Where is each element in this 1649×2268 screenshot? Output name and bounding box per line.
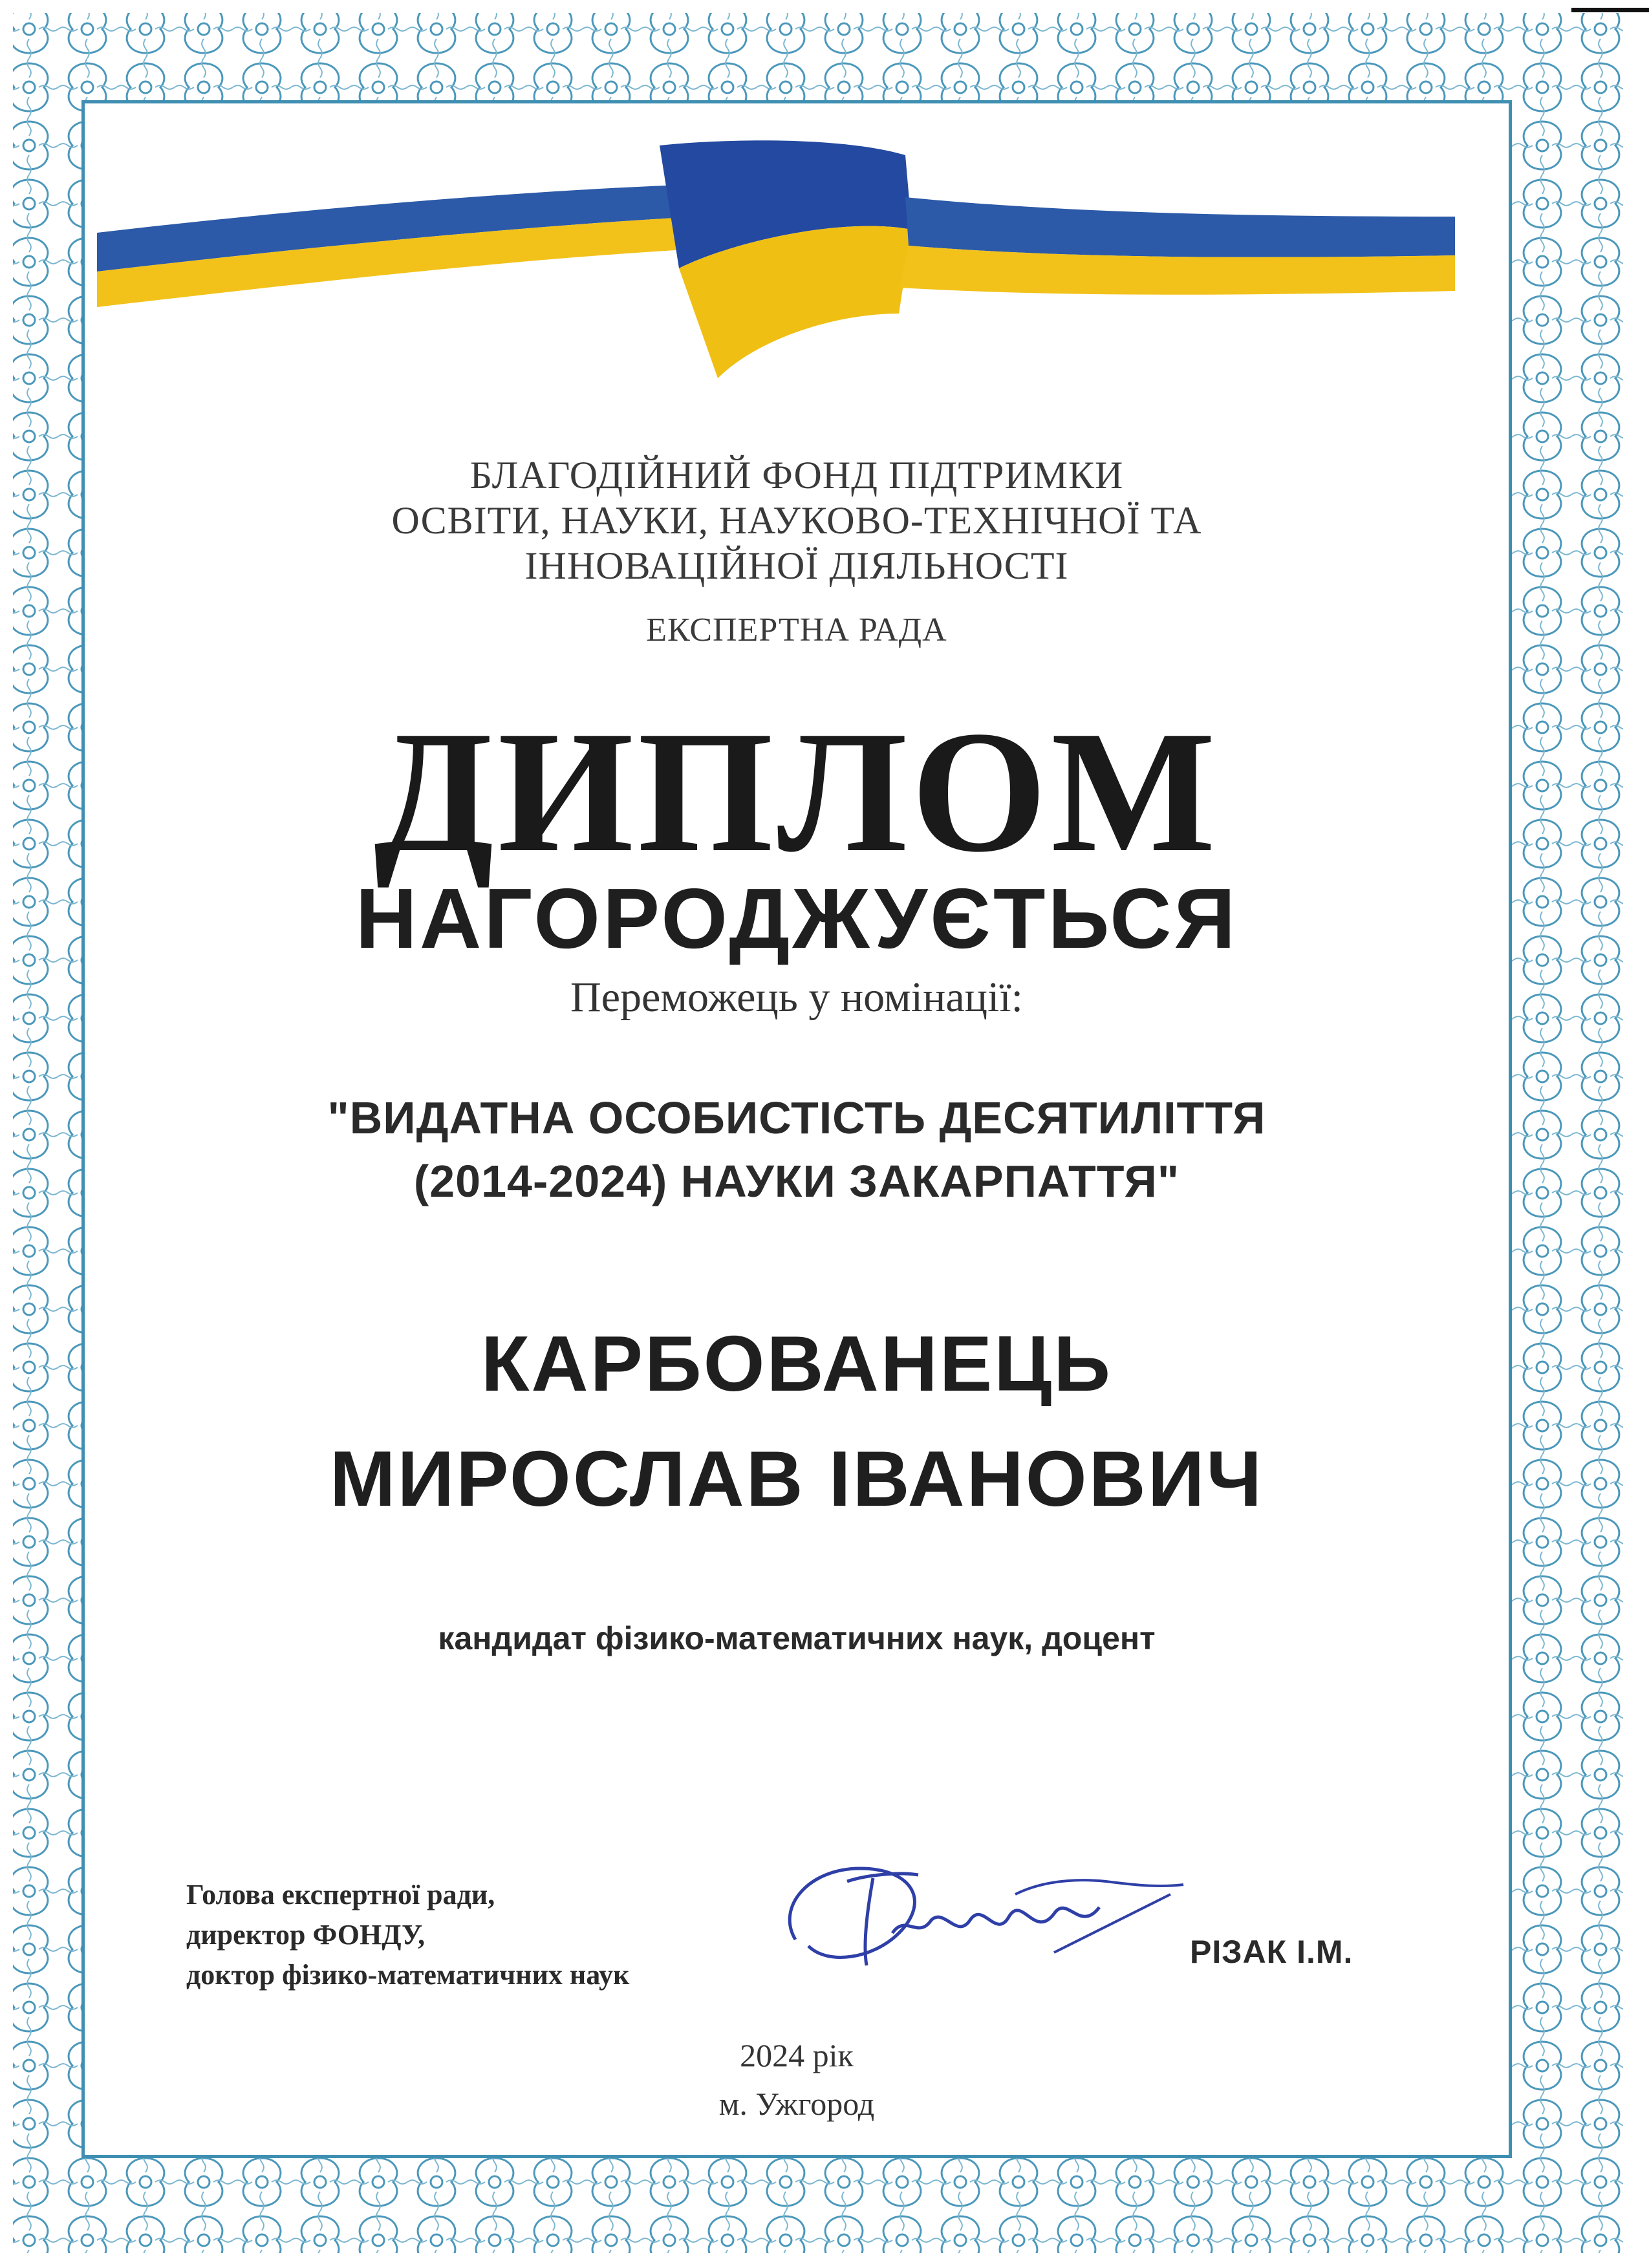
- nomination-line-1: "ВИДАТНА ОСОБИСТІСТЬ ДЕСЯТИЛІТТЯ: [327, 1093, 1266, 1143]
- issue-year: 2024 рік: [740, 2037, 854, 2073]
- recipient-name: [81, 1306, 1512, 1536]
- foundation-name: [81, 453, 1512, 588]
- signatory-position: [186, 1875, 629, 1995]
- nomination-title: [81, 1086, 1512, 1213]
- position-line-3: доктор фізико-математичних наук: [186, 1959, 630, 1991]
- nomination-line-2: (2014-2024) НАУКИ ЗАКАРПАТТЯ": [413, 1156, 1180, 1206]
- foundation-line-1: БЛАГОДІЙНИЙ ФОНД ПІДТРИМКИ: [469, 454, 1124, 497]
- recipient-degree: кандидат фізико-математичних наук, доцент: [438, 1620, 1156, 1656]
- awarded-label: НАГОРОДЖУЄТЬСЯ: [355, 871, 1238, 966]
- position-line-1: Голова експертної ради,: [186, 1879, 495, 1910]
- signer-name: РІЗАК І.М.: [1190, 1934, 1353, 1970]
- foundation-line-2: ОСВІТИ, НАУКИ, НАУКОВО-ТЕХНІЧНОЇ ТА: [391, 499, 1202, 542]
- position-line-2: директор ФОНДУ,: [186, 1919, 426, 1951]
- handwritten-signature: [770, 1856, 1190, 1985]
- recipient-surname: КАРБОВАНЕЦЬ: [481, 1320, 1112, 1407]
- ukrainian-flag-ribbon: [97, 120, 1461, 391]
- diploma-title: ДИПЛОМ: [374, 695, 1220, 888]
- foundation-line-3: ІННОВАЦІЙНОЇ ДІЯЛЬНОСТІ: [524, 544, 1069, 587]
- ribbon-blue-right: [905, 197, 1455, 257]
- scan-edge-mark: [1571, 8, 1649, 12]
- issue-city: м. Ужгород: [718, 2086, 875, 2122]
- expert-council: ЕКСПЕРТНА РАДА: [646, 612, 947, 648]
- winner-in-nomination: Переможець у номінації:: [570, 974, 1023, 1021]
- recipient-given-names: МИРОСЛАВ ІВАНОВИЧ: [329, 1435, 1264, 1523]
